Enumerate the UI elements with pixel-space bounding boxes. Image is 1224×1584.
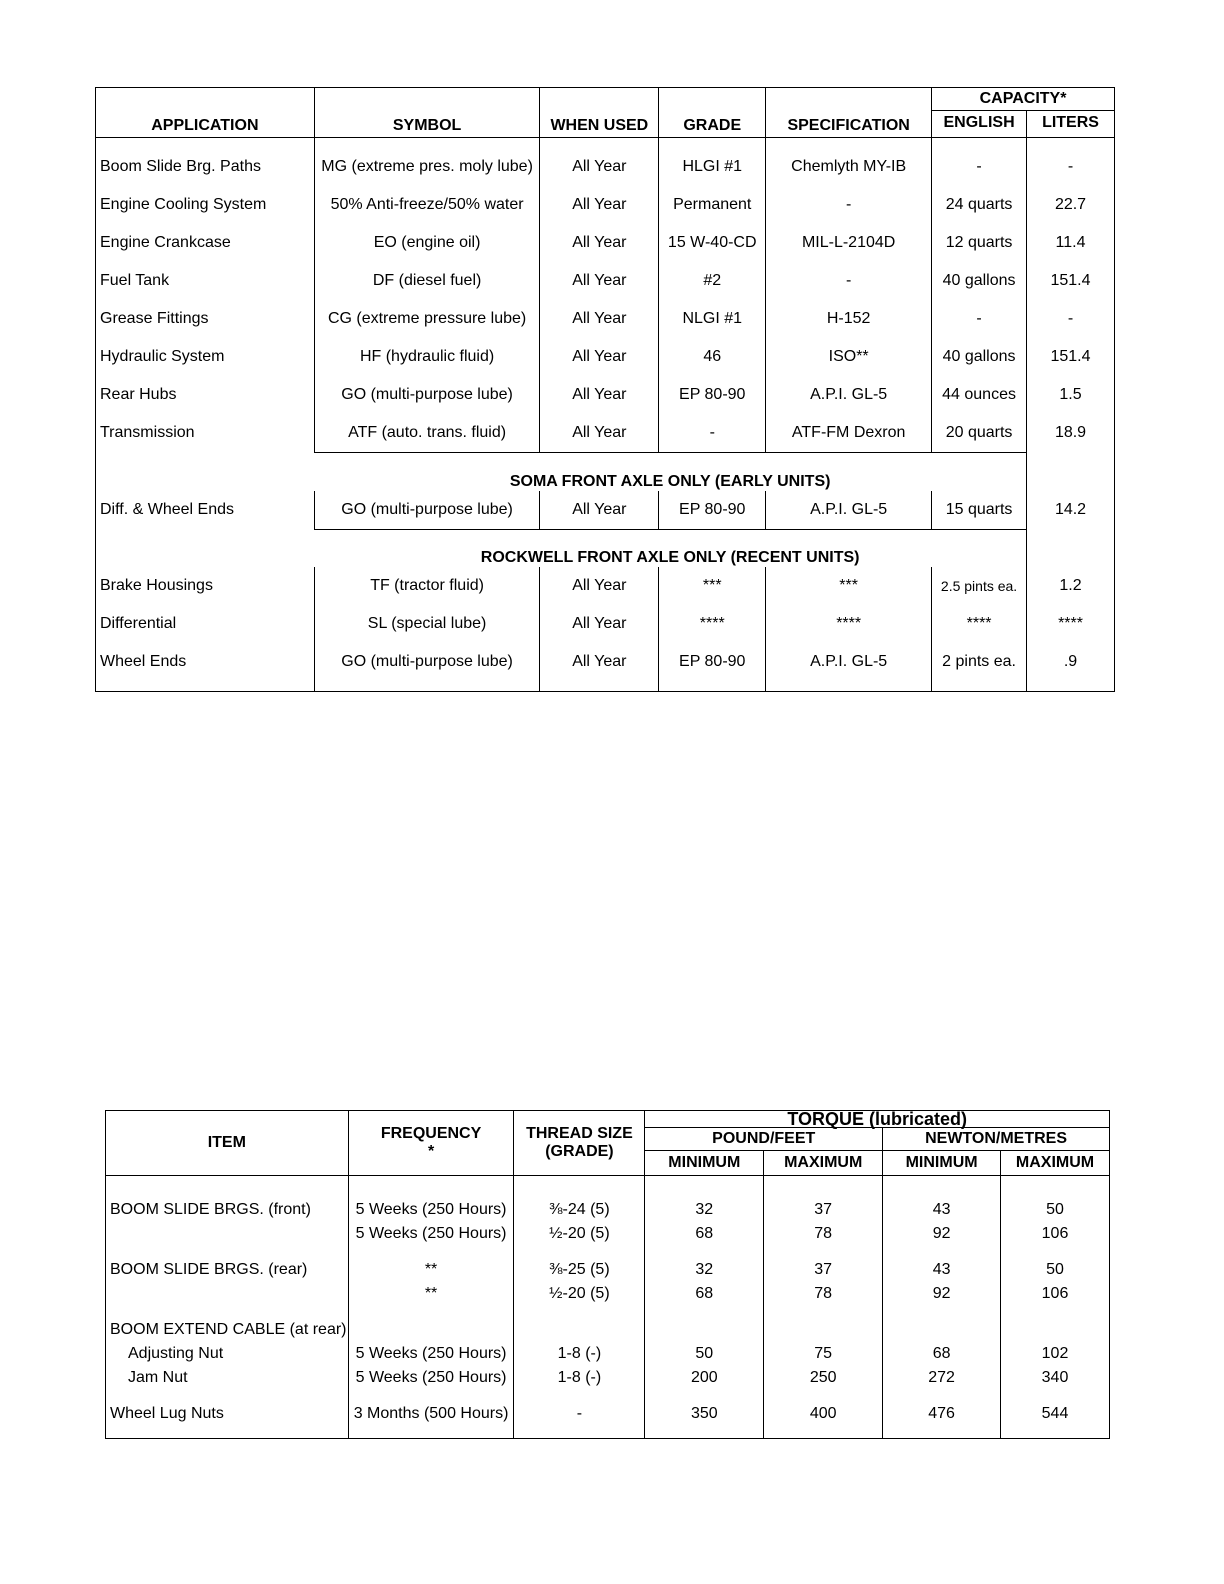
gap-cell [514,1176,645,1199]
lube-cell-spec: Chemlyth MY-IB [766,138,932,187]
torque-cell-freq: ** [348,1282,514,1306]
header-torque: TORQUE (lubricated) [645,1111,1110,1128]
lube-cell-spec: - [766,186,932,224]
gap-cell [1001,1176,1110,1199]
section-spacer [1027,453,1115,491]
header-thread-size [514,1111,645,1176]
lube-cell-grade: - [659,414,766,453]
lube-row [96,414,1115,453]
gap-cell [106,1246,349,1258]
gap-cell [645,1426,764,1439]
torque-cell-thread: ½-20 (5) [514,1222,645,1246]
torque-gap-row [106,1426,1110,1439]
lube-cell-english: 24 quarts [932,186,1027,224]
lube-cell-when: All Year [540,300,659,338]
lube-cell-when: All Year [540,605,659,643]
lube-cell-application: Engine Cooling System [100,196,267,213]
torque-cell-freq: 5 Weeks (250 Hours) [348,1198,514,1222]
torque-cell-nm-max: 106 [1001,1222,1110,1246]
torque-gap-row [106,1306,1110,1318]
lube-cell-symbol: EO (engine oil) [314,224,540,262]
lube-cell-application: Brake Housings [100,577,213,594]
gap-cell [348,1246,514,1258]
lube-cell-application: Diff. & Wheel Ends [100,500,234,518]
lube-cell-spec: A.P.I. GL-5 [766,376,932,414]
lube-cell-grade: EP 80-90 [659,643,766,681]
torque-row [106,1342,1110,1366]
lube-cell-application: Differential [100,615,177,632]
gap-cell [1001,1390,1110,1402]
lube-cell-spec: **** [766,605,932,643]
lube-cell-when: All Year [540,414,659,453]
torque-gap-row [106,1176,1110,1199]
lube-row [96,186,1115,224]
torque-cell-pf-max [764,1318,883,1342]
torque-cell-thread: ⅜-24 (5) [514,1198,645,1222]
torque-item-label: Wheel Lug Nuts [110,1405,224,1422]
lube-cell-grade: #2 [659,262,766,300]
lube-cell-english: 44 ounces [932,376,1027,414]
header-item: ITEM [106,1111,349,1176]
gap-cell [645,1306,764,1318]
torque-cell-pf-min: 32 [645,1198,764,1222]
gap-cell [883,1246,1001,1258]
torque-cell-nm-max: 340 [1001,1366,1110,1390]
lube-cell-spec: ISO** [766,338,932,376]
torque-item-label: BOOM SLIDE BRGS. (rear) [110,1261,308,1278]
torque-cell-pf-max: 78 [764,1222,883,1246]
torque-cell-thread: - [514,1402,645,1426]
lube-cell-spec: A.P.I. GL-5 [766,643,932,681]
lube-cell-grade: NLGI #1 [659,300,766,338]
lube-cell-application: Grease Fittings [100,310,209,327]
torque-cell-pf-min: 200 [645,1366,764,1390]
gap-cell [764,1390,883,1402]
lube-cell-when: All Year [540,186,659,224]
spacer-cell [540,681,659,692]
section-spacer [96,453,315,491]
lube-cell-symbol: ATF (auto. trans. fluid) [314,414,540,453]
gap-cell [514,1426,645,1439]
header-pf-minimum: MINIMUM [645,1151,764,1176]
gap-cell [1001,1306,1110,1318]
lube-cell-spec: ATF-FM Dexron [766,414,932,453]
lube-cell-grade: Permanent [659,186,766,224]
lube-cell-grade: 15 W-40-CD [659,224,766,262]
lube-cell-liters: 22.7 [1027,186,1115,224]
lube-row [96,643,1115,681]
gap-cell [106,1176,349,1199]
torque-cell-freq: ** [348,1258,514,1282]
lube-cell-symbol: 50% Anti-freeze/50% water [314,186,540,224]
torque-cell-pf-min: 32 [645,1258,764,1282]
torque-cell-pf-max: 75 [764,1342,883,1366]
torque-cell-pf-max: 78 [764,1282,883,1306]
lube-cell-english: 2.5 pints ea. [932,567,1027,605]
header-when-used: WHEN USED [540,88,659,138]
torque-row [106,1366,1110,1390]
lube-cell-grade: **** [659,605,766,643]
header-thread-grade: (GRADE) [545,1143,614,1160]
gap-cell [514,1246,645,1258]
gap-cell [764,1246,883,1258]
lube-cell-symbol: GO (multi-purpose lube) [314,376,540,414]
lube-cell-application: Engine Crankcase [100,234,231,251]
torque-cell-pf-min [645,1318,764,1342]
gap-cell [514,1306,645,1318]
torque-row [106,1222,1110,1246]
gap-cell [764,1306,883,1318]
lube-row [96,138,1115,187]
torque-item-label: BOOM SLIDE BRGS. (front) [110,1201,311,1218]
torque-cell-thread [514,1318,645,1342]
gap-cell [1001,1246,1110,1258]
gap-cell [348,1176,514,1199]
lube-cell-english: 20 quarts [932,414,1027,453]
torque-row [106,1318,1110,1342]
torque-cell-thread: ½-20 (5) [514,1282,645,1306]
spacer-cell [1027,681,1115,692]
header-frequency [348,1111,514,1176]
torque-cell-nm-max [1001,1318,1110,1342]
lube-cell-application: Transmission [100,424,195,442]
spacer-cell [659,681,766,692]
lube-cell-symbol: TF (tractor fluid) [314,567,540,605]
lube-cell-spec: - [766,262,932,300]
lube-cell-liters: 151.4 [1027,338,1115,376]
torque-cell-freq: 5 Weeks (250 Hours) [348,1342,514,1366]
lube-cell-english: 15 quarts [932,491,1027,530]
lube-cell-application: Rear Hubs [100,386,177,403]
lube-row [96,376,1115,414]
torque-cell-thread: ⅜-25 (5) [514,1258,645,1282]
lube-cell-liters: 11.4 [1027,224,1115,262]
lube-cell-english: 12 quarts [932,224,1027,262]
torque-cell-pf-max: 250 [764,1366,883,1390]
lube-cell-when: All Year [540,376,659,414]
torque-cell-nm-min: 43 [883,1258,1001,1282]
torque-cell-nm-max: 544 [1001,1402,1110,1426]
gap-cell [883,1426,1001,1439]
lube-cell-symbol: DF (diesel fuel) [314,262,540,300]
header-frequency-note: * [427,1143,435,1160]
lube-cell-spec: A.P.I. GL-5 [766,491,932,530]
lube-cell-spec: *** [766,567,932,605]
lube-cell-grade: EP 80-90 [659,491,766,530]
lube-cell-symbol: GO (multi-purpose lube) [314,491,540,530]
lube-cell-when: All Year [540,338,659,376]
gap-cell [764,1176,883,1199]
lube-cell-application: Wheel Ends [100,653,187,670]
lube-row [96,567,1115,605]
lube-cell-when: All Year [540,262,659,300]
lubrication-table [95,87,1115,692]
lube-cell-liters: .9 [1027,643,1115,681]
lube-cell-english: 2 pints ea. [932,643,1027,681]
torque-cell-nm-max: 50 [1001,1198,1110,1222]
gap-cell [348,1306,514,1318]
torque-cell-nm-min: 68 [883,1342,1001,1366]
lube-cell-grade: *** [659,567,766,605]
lube-row [96,491,1115,530]
lube-cell-english: - [932,300,1027,338]
header-capacity: CAPACITY* [932,88,1115,111]
lube-row [96,338,1115,376]
gap-cell [764,1426,883,1439]
header-nm-maximum: MAXIMUM [1001,1151,1110,1176]
spacer-cell [766,681,932,692]
torque-cell-pf-max: 37 [764,1198,883,1222]
lube-cell-when: All Year [540,138,659,187]
lube-cell-when: All Year [540,643,659,681]
torque-cell-thread: 1-8 (-) [514,1342,645,1366]
gap-cell [106,1306,349,1318]
header-thread-label: THREAD SIZE [526,1125,633,1142]
lube-cell-grade: EP 80-90 [659,376,766,414]
lube-cell-grade: HLGI #1 [659,138,766,187]
lube-cell-liters: - [1027,138,1115,187]
torque-item-label: Adjusting Nut [128,1345,224,1362]
header-symbol: SYMBOL [314,88,540,138]
torque-cell-freq: 5 Weeks (250 Hours) [348,1222,514,1246]
torque-cell-pf-min: 68 [645,1222,764,1246]
lube-cell-liters: 18.9 [1027,414,1115,453]
lube-cell-english: 40 gallons [932,338,1027,376]
lube-cell-english: - [932,138,1027,187]
gap-cell [514,1390,645,1402]
gap-cell [106,1426,349,1439]
soma-section-title: SOMA FRONT AXLE ONLY (EARLY UNITS) [314,453,1026,491]
header-pound-feet: POUND/FEET [645,1128,883,1151]
gap-cell [106,1390,349,1402]
lube-row [96,224,1115,262]
lube-cell-symbol: GO (multi-purpose lube) [314,643,540,681]
torque-item-label: BOOM EXTEND CABLE (at rear) [110,1321,347,1338]
spacer-cell [314,681,540,692]
lube-cell-grade: 46 [659,338,766,376]
lube-cell-liters: 14.2 [1027,491,1115,530]
section-spacer [1027,529,1115,567]
gap-cell [645,1176,764,1199]
header-english: ENGLISH [932,111,1027,138]
soma-section-header [96,453,1115,491]
gap-cell [883,1306,1001,1318]
gap-cell [883,1390,1001,1402]
torque-cell-nm-min: 272 [883,1366,1001,1390]
rockwell-section-header [96,529,1115,567]
lube-cell-symbol: HF (hydraulic fluid) [314,338,540,376]
torque-item-label [106,1222,349,1246]
torque-gap-row [106,1390,1110,1402]
lube-cell-symbol: SL (special lube) [314,605,540,643]
header-specification: SPECIFICATION [766,88,932,138]
header-newton-metres: NEWTON/METRES [883,1128,1110,1151]
lube-cell-application: Hydraulic System [100,348,225,365]
torque-cell-nm-max: 102 [1001,1342,1110,1366]
gap-cell [645,1390,764,1402]
header-application: APPLICATION [96,88,315,138]
torque-cell-nm-min: 92 [883,1222,1001,1246]
torque-item-label [106,1282,349,1306]
gap-cell [645,1246,764,1258]
torque-cell-nm-min: 43 [883,1198,1001,1222]
torque-row [106,1402,1110,1426]
torque-cell-thread: 1-8 (-) [514,1366,645,1390]
header-grade: GRADE [659,88,766,138]
torque-cell-nm-min: 92 [883,1282,1001,1306]
torque-cell-pf-max: 37 [764,1258,883,1282]
header-nm-minimum: MINIMUM [883,1151,1001,1176]
torque-row [106,1198,1110,1222]
gap-cell [883,1176,1001,1199]
spacer-cell [96,681,315,692]
torque-row [106,1258,1110,1282]
gap-cell [348,1390,514,1402]
torque-cell-pf-min: 68 [645,1282,764,1306]
lube-cell-application: Boom Slide Brg. Paths [100,158,261,175]
torque-body [106,1176,1110,1439]
torque-cell-nm-max: 106 [1001,1282,1110,1306]
torque-cell-freq: 5 Weeks (250 Hours) [348,1366,514,1390]
lube-row [96,300,1115,338]
lube-cell-spec: H-152 [766,300,932,338]
torque-cell-nm-min [883,1318,1001,1342]
torque-cell-freq [348,1318,514,1342]
torque-gap-row [106,1246,1110,1258]
lube-cell-liters: 151.4 [1027,262,1115,300]
lubrication-body [96,138,1115,692]
torque-cell-freq: 3 Months (500 Hours) [348,1402,514,1426]
torque-cell-nm-min: 476 [883,1402,1001,1426]
header-frequency-label: FREQUENCY [380,1125,482,1142]
lube-cell-liters: - [1027,300,1115,338]
torque-cell-pf-min: 350 [645,1402,764,1426]
lube-cell-when: All Year [540,567,659,605]
torque-row [106,1282,1110,1306]
header-pf-maximum: MAXIMUM [764,1151,883,1176]
lube-cell-when: All Year [540,224,659,262]
gap-cell [348,1426,514,1439]
torque-cell-nm-max: 50 [1001,1258,1110,1282]
lube-bottom-spacer [96,681,1115,692]
header-liters: LITERS [1027,111,1115,138]
torque-table [105,1110,1110,1439]
lube-cell-symbol: MG (extreme pres. moly lube) [314,138,540,187]
torque-cell-pf-min: 50 [645,1342,764,1366]
lube-cell-symbol: CG (extreme pressure lube) [314,300,540,338]
lube-row [96,605,1115,643]
lube-cell-spec: MIL-L-2104D [766,224,932,262]
lube-cell-english: 40 gallons [932,262,1027,300]
spacer-cell [932,681,1027,692]
lube-cell-liters: **** [1027,605,1115,643]
torque-cell-pf-max: 400 [764,1402,883,1426]
gap-cell [1001,1426,1110,1439]
lube-cell-liters: 1.5 [1027,376,1115,414]
lube-cell-english: **** [932,605,1027,643]
lube-cell-liters: 1.2 [1027,567,1115,605]
section-spacer [96,529,315,567]
torque-item-label: Jam Nut [128,1369,188,1386]
lube-cell-when: All Year [540,491,659,530]
rockwell-section-title: ROCKWELL FRONT AXLE ONLY (RECENT UNITS) [314,529,1026,567]
lube-row [96,262,1115,300]
lube-cell-application: Fuel Tank [100,272,170,289]
